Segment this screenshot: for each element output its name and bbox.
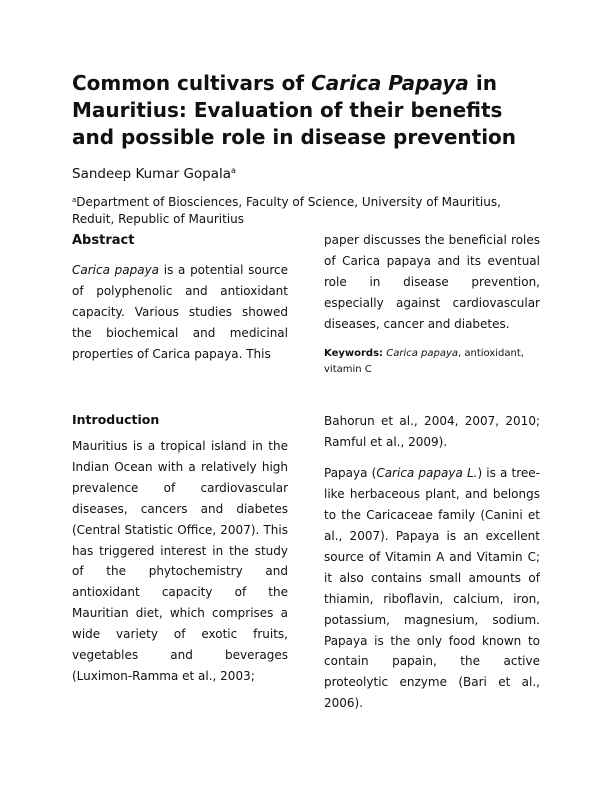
introduction-paragraph-left: Mauritius is a tropical island in the Indian Ocean with a relatively high prevalence of cardiovascular diseases, cancers and diabetes (Central Statistic Office, 2007). This has triggered interest in the study of the phytochemistry and antioxidant capacity of the Mauritian diet, which comprises a wide variety of exotic fruits, vegetables and beverages (Luximon-Ramma et al., 2003;: [72, 439, 288, 683]
keywords-species: Carica papaya: [386, 348, 459, 359]
abstract-paragraph-left: [72, 260, 288, 365]
author-name: Sandeep Kumar Gopala: [72, 166, 232, 182]
papaya-text-b: ) is a tree-like herbaceous plant, and belongs to the Caricaceae family (Canini et al., 2007). Papaya is an excellent source of Vitamin A and Vitamin C; it also contains small amounts of thiamin, riboflavin, calcium, iron, potassium, magnesium, sodium. Papaya is the only food known to contain papain, the active proteolytic enzyme (Bari et al., 2006).: [324, 466, 540, 711]
affiliation: [72, 192, 512, 228]
paper-title: [72, 70, 542, 151]
abstract-species: Carica papaya: [72, 263, 160, 277]
abstract-text-right: [324, 230, 540, 335]
affiliation-marker: a: [72, 196, 77, 204]
abstract-text-left: [72, 260, 288, 365]
keywords-label: Keywords:: [324, 348, 384, 359]
abstract-heading: Abstract: [72, 233, 135, 248]
papaya-text-a: Papaya (: [324, 466, 377, 481]
affiliation-text: Department of Biosciences, Faculty of Science, University of Mauritius, Reduit, Republic of Mauritius: [72, 195, 501, 226]
author-line: [72, 162, 236, 183]
papaya-species: Carica papaya L.: [376, 466, 478, 481]
abstract-paragraph-right: paper discusses the beneficial roles of Carica papaya and its eventual role in disease prevention, especially against cardiovascular diseases, cancer and diabetes.: [324, 233, 540, 331]
introduction-text-right: [324, 411, 540, 714]
introduction-paragraph-citations: Bahorun et al., 2004, 2007, 2010; Ramful et al., 2009).: [324, 414, 540, 449]
introduction-paragraph-papaya: [324, 463, 540, 714]
author-affiliation-marker: a: [231, 166, 236, 175]
abstract-text-left-body: is a potential source of polyphenolic and antioxidant capacity. Various studies showed the biochemical and medicinal properties of Carica papaya. This: [72, 263, 288, 361]
introduction-text-left: [72, 436, 288, 687]
keywords: [324, 346, 540, 377]
introduction-heading: Introduction: [72, 412, 160, 427]
title-part-2: in Mauritius: Evaluation of their benefits and possible role in disease prevention: [72, 71, 517, 149]
keywords-rest: , antioxidant, vitamin C: [324, 348, 524, 375]
title-part-1: Common cultivars of: [72, 71, 312, 95]
title-species: Carica Papaya: [311, 71, 469, 95]
